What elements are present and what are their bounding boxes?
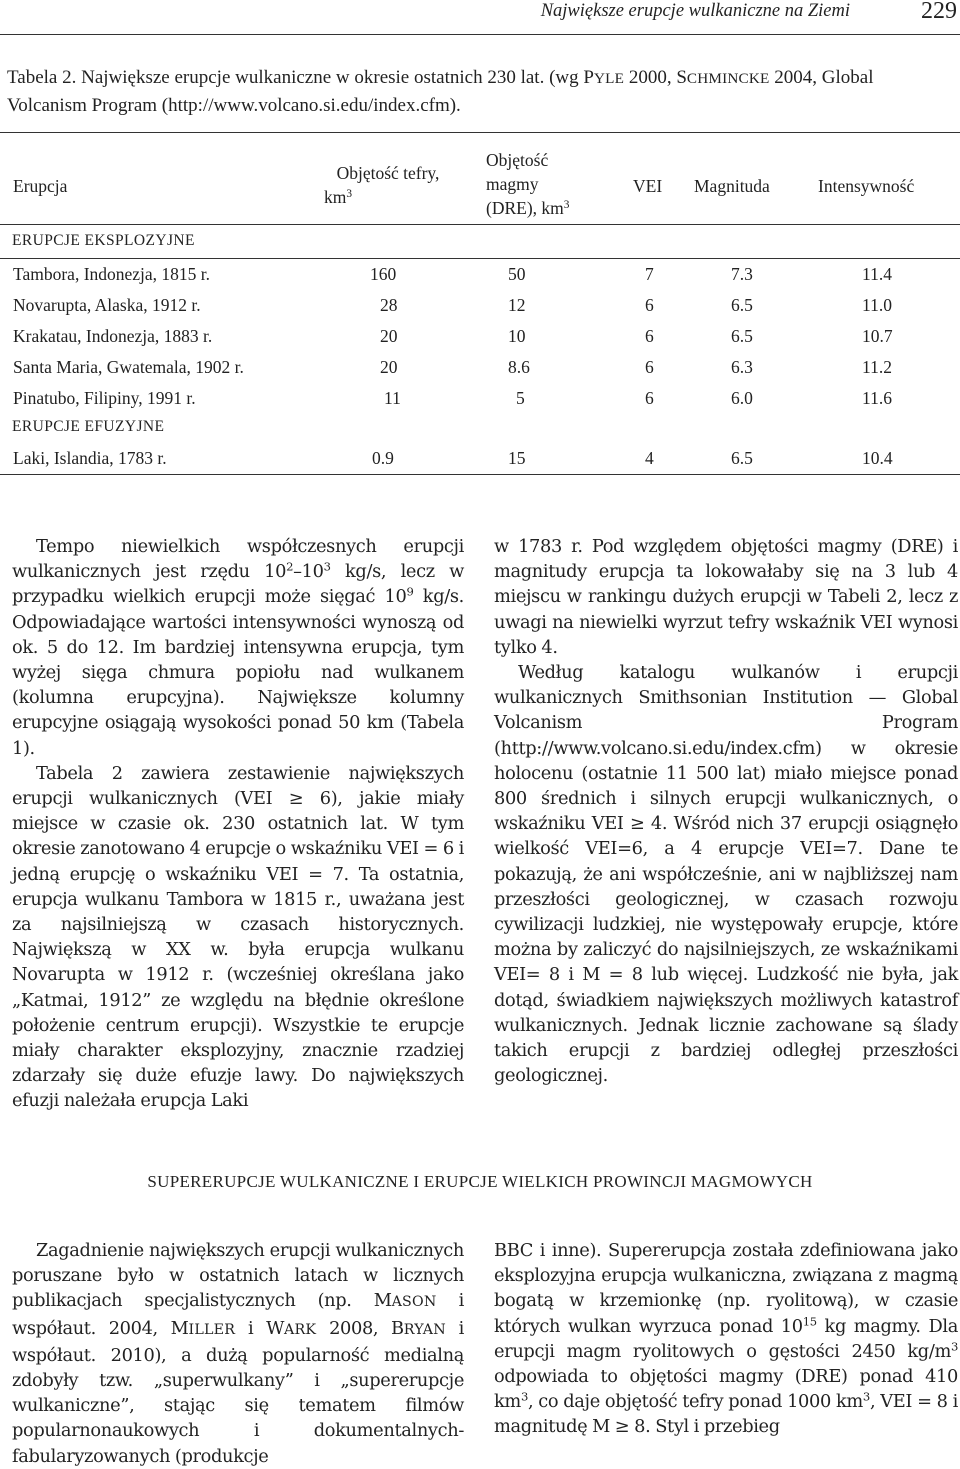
cell-vei: 6 (645, 326, 654, 346)
caption-text: 2004, Global Volcanism Program (http://www.volcano.si.edu/index.cfm). (7, 67, 874, 116)
header-intensity: Intensywność (818, 176, 915, 196)
cell-tephra: 160 (370, 264, 397, 284)
cell-magma: 5 (516, 388, 525, 408)
cell-vei: 6 (645, 295, 654, 315)
cell-tephra: 20 (380, 357, 398, 377)
text-run: kg/s. Odpowiadające wartości intensywności wynoszą od ok. 5 do 12. Im bardziej intensywna erupcja, tym wyżej sięga chmura popiołu nad wulkanem (kolumna erupcyjna). Największe kolumny erupcyjne osiągają wysokości ponad 50 km (Tabela 1). (12, 586, 464, 759)
header-unit-exponent: 3 (346, 187, 353, 200)
author-smallcaps: ILLER (188, 1321, 236, 1338)
header-magnitude: Magnituda (694, 176, 770, 196)
header-tephra (318, 161, 458, 209)
paragraph: w 1783 r. Pod względem objętości magmy (DRE) i magnitudy erupcja ta lokowałaby się na 3 lub 4 miejscu w rankingu dużych erupcji w Tabeli 2, lecz z uwagi na niewielki wyrzut tefry wskaźnik VEI wynosi tylko 4. (494, 536, 958, 658)
cell-intensity: 11.4 (862, 264, 892, 284)
header-tephra-unit (318, 185, 458, 209)
text-run: , co daje objętość tefry ponad 1000 km (527, 1391, 863, 1413)
header-magma (486, 148, 591, 220)
cell-eruption: Santa Maria, Gwatemala, 1902 r. (13, 357, 244, 377)
superscript: 3 (323, 559, 331, 574)
text-run: Zagadnienie największych erupcji wulkanicznych poruszane było w ostatnich latach w licznych publikacjach specjalistycznych (np. M (12, 1240, 464, 1312)
cell-magnitude: 6.5 (731, 326, 753, 346)
author-smallcaps: ARK (284, 1321, 317, 1338)
section-heading: SUPERERUPCJE WULKANICZNE I ERUPCJE WIELKICH PROWINCJI MAGMOWYCH (147, 1172, 813, 1191)
cell-magnitude: 7.3 (731, 264, 753, 284)
text-run: Tempo niewielkich współczesnych erupcji wulkanicznych jest rzędu 10 (12, 536, 464, 583)
table-caption (7, 64, 957, 119)
cell-intensity: 10.7 (862, 326, 893, 346)
header-unit-text: (DRE), km (486, 198, 564, 218)
body-right-column (494, 534, 958, 1088)
cell-magma: 50 (508, 264, 526, 284)
cell-magma: 15 (508, 448, 526, 468)
table-section-rule (0, 258, 960, 259)
cell-tephra: 28 (380, 295, 398, 315)
cell-eruption: Pinatubo, Filipiny, 1991 r. (13, 388, 196, 408)
cell-tephra: 20 (380, 326, 398, 346)
paragraph (12, 534, 464, 761)
cell-intensity: 11.0 (862, 295, 892, 315)
header-tephra-line: Objętość tefry, (336, 163, 440, 183)
superscript: 3 (950, 1339, 958, 1354)
cell-magnitude: 6.0 (731, 388, 753, 408)
cell-tephra: 11 (384, 388, 401, 408)
cell-magnitude: 6.5 (731, 295, 753, 315)
section-explosive-label: ERUPCJE EKSPLOZYJNE (12, 232, 195, 249)
cell-magma: 10 (508, 326, 526, 346)
text-run: BBC i inne). Supererupcja została zdefiniowana jako eksplozyjna erupcja wulkaniczna, związana z magmą bogatą w krzemionkę (np. ryolitową), w czasie których wulkan wyrzuca ponad 10 (494, 1240, 958, 1337)
cell-vei: 7 (645, 264, 654, 284)
cell-magnitude: 6.3 (731, 357, 753, 377)
header-magma-line: Objętość (486, 150, 549, 170)
superscript: 9 (406, 585, 414, 600)
text-run: i współaut. 2010), a dużą popularność medialną zdobyły tzw. „superwulkany” i „supererupcje wulkaniczne”, stając się tematem filmów popularnonaukowych i dokumentalnych-fabularyzowanych (produkcje (12, 1317, 464, 1467)
cell-magnitude: 6.5 (731, 448, 753, 468)
section-effusive-label: ERUPCJE EFUZYJNE (12, 418, 165, 435)
running-head (0, 0, 960, 35)
text-run: 2008, B (316, 1317, 404, 1339)
cell-intensity: 11.6 (862, 388, 892, 408)
superscript: 3 (520, 1389, 528, 1404)
text-run: kg/s, lecz w przypadku wielkich erupcji może sięgać 10 (12, 561, 464, 608)
table-top-rule (0, 132, 960, 133)
author-smallcaps: RYAN (403, 1321, 446, 1338)
section2-left-column (12, 1238, 464, 1469)
paragraph: Tabela 2 zawiera zestawienie największych erupcji wulkanicznych (VEI ≥ 6), jakie miały miejsce w czasie ok. 230 ostatnich lat. W tym okresie zanotowano 4 erupcje o wskaźniku VEI = 6 i jedną erupcję o wskaźniku VEI = 7. Ta ostatnia, erupcja wulkanu Tambora w 1815 r., uważana jest za najsilniejszą w czasach historycznych. Największą w XX w. była erupcja wulkanu Novarupta w 1912 r. (wcześniej określana jako „Katmai, 1912” ze względu na błędnie określone położenie centrum erupcji). Wszystkie te erupcje miały charakter eksplozyjny, znacznie rzadziej zdarzały się duże efuzje lawy. Do największych efuzji należała erupcja Laki (12, 762, 464, 1112)
cell-intensity: 10.4 (862, 448, 893, 468)
cell-magma: 8.6 (508, 357, 530, 377)
cell-eruption: Novarupta, Alaska, 1912 r. (13, 295, 201, 315)
caption-author-schmincke: CHMINCKE (686, 70, 770, 87)
header-magma-line: magmy (486, 174, 539, 194)
superscript: 15 (802, 1314, 817, 1329)
page-number: 229 (921, 0, 957, 24)
paragraph (494, 1238, 958, 1440)
caption-text: Tabela 2. Największe erupcje wulkaniczne w okresie ostatnich 230 lat. (wg P (7, 67, 594, 88)
cell-vei: 4 (645, 448, 654, 468)
table-header-rule (0, 224, 960, 225)
header-eruption: Erupcja (13, 176, 68, 196)
table-bottom-rule (0, 474, 960, 475)
text-run: , VEI = 8 i magnitudę M ≥ 8. Styl i przebieg (494, 1391, 959, 1438)
header-vei: VEI (633, 176, 663, 196)
text-run: odpowiada to objętości magmy (DRE) ponad 410 km (494, 1366, 958, 1413)
cell-vei: 6 (645, 388, 654, 408)
header-magma-unit (486, 196, 591, 220)
cell-eruption: Tambora, Indonezja, 1815 r. (13, 264, 211, 284)
cell-tephra: 0.9 (372, 448, 394, 468)
header-unit-text: km (324, 187, 347, 207)
cell-eruption: Laki, Islandia, 1783 r. (13, 448, 167, 468)
header-unit-exponent: 3 (563, 198, 570, 211)
cell-magma: 12 (508, 295, 526, 315)
cell-eruption: Krakatau, Indonezja, 1883 r. (13, 326, 213, 346)
cell-intensity: 11.2 (862, 357, 892, 377)
text-run: kg magmy. Dla erupcji magm ryolitowych o gęstości 2450 kg/m (494, 1315, 958, 1362)
text-run: –10 (293, 561, 324, 583)
text-run: i W (235, 1317, 285, 1339)
cell-vei: 6 (645, 357, 654, 377)
paragraph (12, 1238, 464, 1469)
superscript: 3 (862, 1389, 870, 1404)
caption-text: 2000, S (624, 67, 687, 88)
superscript: 2 (286, 559, 294, 574)
body-left-column (12, 534, 464, 1114)
author-smallcaps: ASON (391, 1294, 437, 1311)
running-head-title: Największe erupcje wulkaniczne na Ziemi (540, 1, 850, 21)
caption-author-pyle: YLE (593, 70, 625, 87)
paragraph: Według katalogu wulkanów i erupcji wulkanicznych Smithsonian Institution — Global Volcanism Program (http://www.volcano.si.edu/index.cfm) w okresie holocenu (ostatnie 11 500 lat) miało miejsce ponad 800 średnich i silnych erupcji wulkanicznych, o wskaźniku VEI ≥ 4. Wśród nich 37 erupcji osiągnęło wielkość VEI=6, a 4 erupcje VEI=7. Dane te pokazują, że ani współcześnie, ani w najbliższej nam przeszłości geologicznej, w czasach rozwoju cywilizacji ludzkiej, nie występowały erupcje, które można by zaliczyć do najsilniejszych, ze wskaźnikami VEI= 8 i M = 8 lub więcej. Ludzkość nie była, jak dotąd, świadkiem największych możliwych katastrof wulkanicznych. Jednak licznie zachowane są ślady takich erupcji z bardziej odległej przeszłości geologicznej. (494, 662, 958, 1087)
text-run: i współaut. 2004, M (12, 1290, 465, 1339)
section2-right-column (494, 1238, 958, 1440)
